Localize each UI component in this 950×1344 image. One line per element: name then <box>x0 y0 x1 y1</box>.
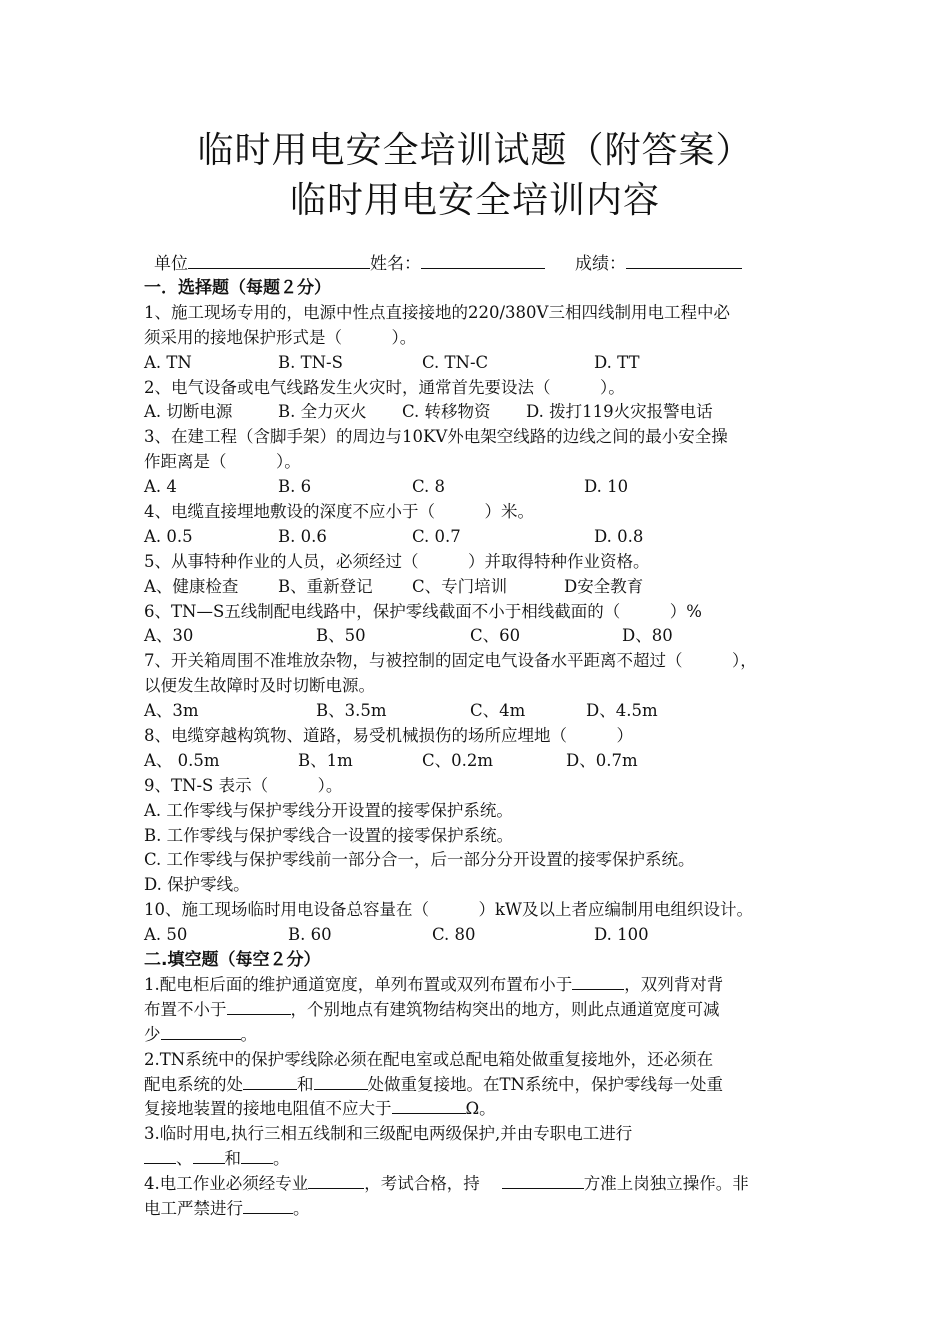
q3-option-a: A. 4 <box>144 477 177 497</box>
f4-blank2[interactable] <box>502 1172 584 1189</box>
f4-line1 <box>144 1172 812 1197</box>
q3-option-d: D. 10 <box>584 477 629 497</box>
q10-option-c: C. 80 <box>432 925 476 945</box>
info-line <box>154 251 742 275</box>
f2-blank1[interactable] <box>243 1073 297 1090</box>
f1-text4: ，个别地点有建筑物结构突出的地方，则此点通道宽度可减 <box>290 999 720 1019</box>
q3-line2: 作距离是（ ）。 <box>144 452 301 472</box>
f1-line2 <box>144 998 812 1023</box>
f4-text2: ，考试合格，持 <box>364 1174 480 1194</box>
exam-body <box>144 276 812 1222</box>
q8-options <box>144 749 812 774</box>
f4-blank1[interactable] <box>308 1172 364 1189</box>
q7-option-b: B、3.5m <box>316 701 387 721</box>
q8-line1: 8、电缆穿越构筑物、道路，易受机械损伤的场所应埋地（ ） <box>144 726 633 746</box>
f2-text3: 和 <box>297 1074 314 1094</box>
q5-line1: 5、从事特种作业的人员，必须经过（ ）并取得特种作业资格。 <box>144 551 650 571</box>
q6-option-d: D、80 <box>622 626 673 646</box>
q1-line1: 1、施工现场专用的，电源中性点直接接地的220/380V三相四线制用电工程中必 <box>144 302 730 322</box>
f3-line2 <box>144 1147 812 1172</box>
unit-label: 单位 <box>154 254 188 274</box>
q8-option-b: B、1m <box>298 750 353 770</box>
q9-option-b: B. 工作零线与保护零线合一设置的接零保护系统。 <box>144 825 514 845</box>
f1-line1 <box>144 973 812 998</box>
f4-blank3[interactable] <box>243 1197 293 1214</box>
f4-line2 <box>144 1197 812 1222</box>
q1-option-d: D. TT <box>594 352 640 372</box>
f4-text1: 4.电工作业必须经专业 <box>144 1174 309 1194</box>
q5-option-b: B、重新登记 <box>278 576 373 596</box>
q10-option-d: D. 100 <box>594 925 649 945</box>
f2-text6: Ω。 <box>465 1099 496 1119</box>
q1-option-b: B. TN-S <box>278 352 343 372</box>
f2-line3 <box>144 1097 812 1122</box>
sub-title: 临时用电安全培训内容 <box>289 180 660 221</box>
q3-option-b: B. 6 <box>278 477 312 497</box>
q2-option-d: D. 拨打119火灾报警电话 <box>526 402 713 422</box>
f2-blank2[interactable] <box>314 1073 368 1090</box>
f1-text6: 。 <box>240 1024 257 1044</box>
q4-option-b: B. 0.6 <box>278 526 327 546</box>
q4-option-c: C. 0.7 <box>412 526 461 546</box>
q5-options <box>144 575 812 600</box>
q2-option-c: C. 转移物资 <box>402 402 491 422</box>
q5-option-d: D安全教育 <box>564 576 644 596</box>
q8-option-c: C、0.2m <box>422 750 494 770</box>
f3-text2: 、 <box>176 1149 193 1169</box>
q6-option-b: B、50 <box>316 626 366 646</box>
f3-blank3[interactable] <box>241 1147 273 1164</box>
q9-option-c: C. 工作零线与保护零线前一部分合一，后一部分分开设置的接零保护系统。 <box>144 850 695 870</box>
q10-options <box>144 923 812 948</box>
q5-option-c: C、专门培训 <box>412 576 508 596</box>
f1-blank1[interactable] <box>572 973 624 990</box>
q4-line1: 4、电缆直接埋地敷设的深度不应小于（ ）米。 <box>144 502 534 522</box>
q1-line2: 须采用的接地保护形式是（ ）。 <box>144 327 417 347</box>
f1-text5: 少 <box>144 1024 161 1044</box>
q2-option-a: A. 切断电源 <box>144 402 233 422</box>
f3-text3: 和 <box>224 1149 241 1169</box>
q3-line1: 3、在建工程（含脚手架）的周边与10KV外电架空线路的边线之间的最小安全操 <box>144 427 728 447</box>
f1-line3 <box>144 1023 812 1048</box>
f2-text4: 处做重复接地。在TN系统中，保护零线每一处重 <box>367 1074 723 1094</box>
f3-blank2[interactable] <box>193 1147 225 1164</box>
q8-option-a: A、 0.5m <box>144 750 220 770</box>
f4-text5: 。 <box>293 1198 310 1218</box>
q6-option-a: A、30 <box>144 626 194 646</box>
f1-text1: 1.配电柜后面的维护通道宽度，单列布置或双列布置布小于 <box>144 974 573 994</box>
f3-blank1[interactable] <box>144 1147 176 1164</box>
f1-blank2[interactable] <box>227 998 291 1015</box>
q7-line2: 以便发生故障时及时切断电源。 <box>144 676 375 696</box>
q9-option-d: D. 保护零线。 <box>144 875 250 895</box>
f2-line1: 2.TN系统中的保护零线除必须在配电室或总配电箱处做重复接地外，还必须在 <box>144 1049 714 1069</box>
q2-option-b: B. 全力灭火 <box>278 402 367 422</box>
q1-option-a: A. TN <box>144 352 192 372</box>
f4-text4: 电工严禁进行 <box>144 1198 243 1218</box>
name-field[interactable] <box>421 251 545 269</box>
f4-text3: 方准上岗独立操作。非 <box>583 1174 749 1194</box>
q7-options <box>144 699 812 724</box>
q9-line1: 9、TN-S 表示（ ）。 <box>144 775 343 795</box>
f1-blank3[interactable] <box>161 1023 241 1040</box>
q6-option-c: C、60 <box>470 626 521 646</box>
f2-text5: 复接地装置的接地电阻值不应大于 <box>144 1099 392 1119</box>
section-fill-title: 二.填空题（每空２分） <box>144 950 321 971</box>
q7-option-d: D、4.5m <box>586 701 658 721</box>
q2-options <box>144 400 812 425</box>
q7-option-a: A、3m <box>144 701 199 721</box>
q10-option-b: B. 60 <box>288 925 332 945</box>
main-title: 临时用电安全培训试题（附答案） <box>197 130 753 171</box>
f3-text4: 。 <box>273 1149 290 1169</box>
q1-options <box>144 351 812 376</box>
q10-line1: 10、施工现场临时用电设备总容量在（ ）kW及以上者应编制用电组织设计。 <box>144 900 753 920</box>
q7-line1: 7、开关箱周围不准堆放杂物，与被控制的固定电气设备水平距离不超过（ ）， <box>144 651 757 671</box>
f2-text2: 配电系统的处 <box>144 1074 243 1094</box>
q8-option-d: D、0.7m <box>566 750 638 770</box>
score-label: 成绩： <box>575 254 626 274</box>
unit-field[interactable] <box>188 251 370 269</box>
q1-option-c: C. TN-C <box>422 352 489 372</box>
q2-line1: 2、电气设备或电气线路发生火灾时，通常首先要设法（ ）。 <box>144 377 625 397</box>
q10-option-a: A. 50 <box>144 925 188 945</box>
f2-blank3[interactable] <box>392 1097 466 1114</box>
q6-line1: 6、TN—S五线制配电线路中，保护零线截面不小于相线截面的（ ）% <box>144 601 702 621</box>
f2-line2 <box>144 1073 812 1098</box>
q6-options <box>144 624 812 649</box>
f3-line1: 3.临时用电,执行三相五线制和三级配电两级保护,并由专职电工进行 <box>144 1124 633 1144</box>
score-field[interactable] <box>626 251 742 269</box>
q5-option-a: A、健康检查 <box>144 576 239 596</box>
q4-option-a: A. 0.5 <box>144 526 193 546</box>
q3-option-c: C. 8 <box>412 477 446 497</box>
q7-option-c: C、4m <box>470 701 526 721</box>
f1-text2: ，双列背对背 <box>624 974 724 994</box>
section-choice-title: 一．选择题（每题２分） <box>144 278 331 298</box>
q3-options <box>144 475 812 500</box>
name-label: 姓名： <box>370 254 421 274</box>
q4-options <box>144 525 812 550</box>
f1-text3: 布置不小于 <box>144 999 227 1019</box>
q4-option-d: D. 0.8 <box>594 526 644 546</box>
q9-option-a: A. 工作零线与保护零线分开设置的接零保护系统。 <box>144 800 513 820</box>
